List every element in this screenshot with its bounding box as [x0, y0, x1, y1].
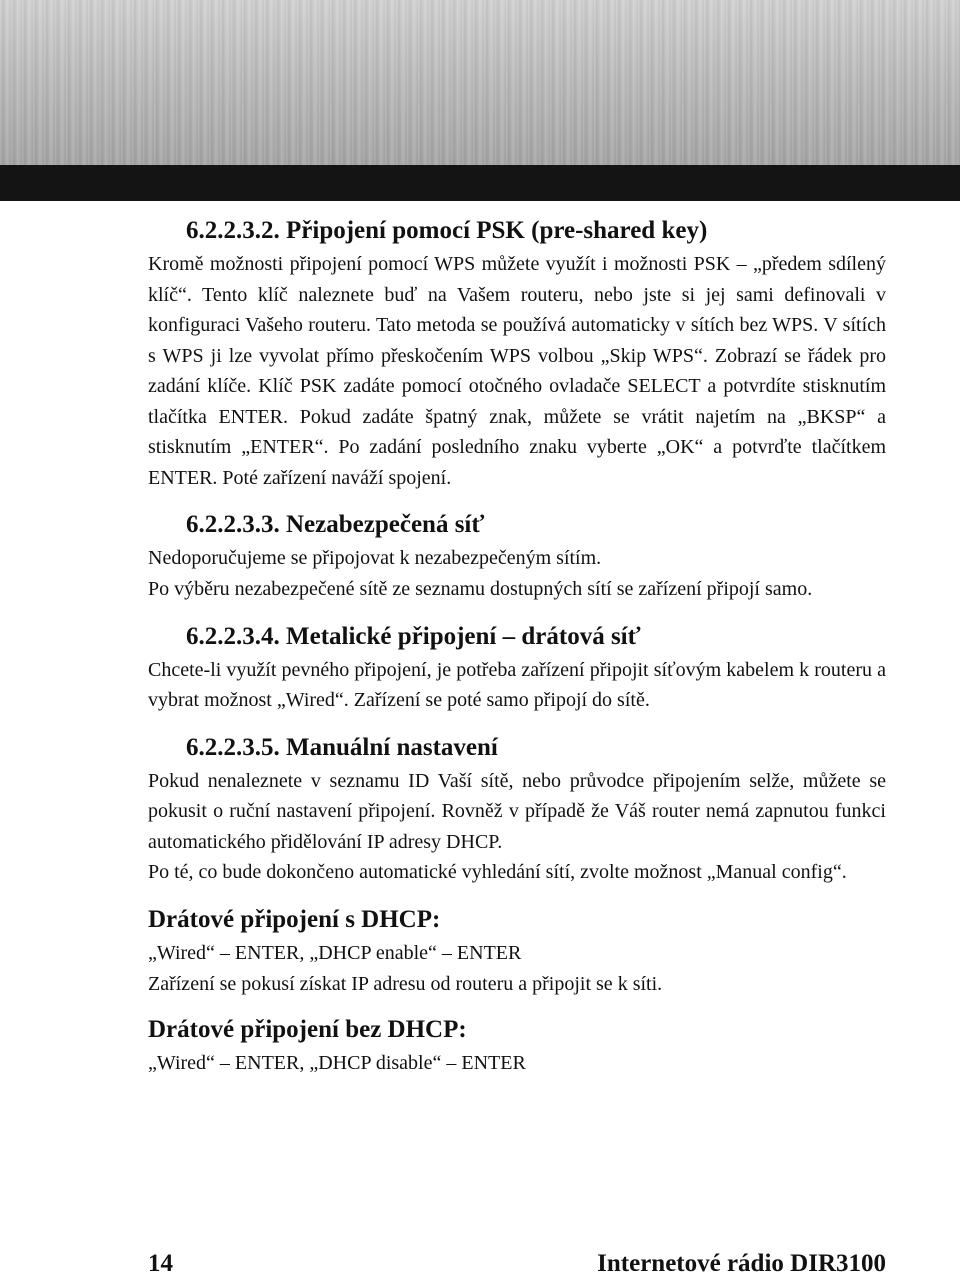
header-band: [0, 0, 960, 165]
heading-dhcp: Drátové připojení s DHCP:: [148, 905, 441, 933]
paragraph-manual-2: Po té, co bude dokončeno automatické vyhledání sítí, zvolte možnost „Manual config“.: [148, 861, 847, 883]
paragraph-unsecured-note: Nedoporučujeme se připojovat k nezabezpečeným sítím.: [148, 547, 602, 569]
page-content: [148, 213, 886, 1079]
page-footer: [148, 1248, 886, 1280]
heading-psk: 6.2.2.3.2. Připojení pomocí PSK (pre-shared key): [186, 217, 708, 244]
paragraph-wired: Chcete-li využít pevného připojení, je potřeba zařízení připojit síťovým kabelem k routeru a vybrat možnost „Wired“. Zařízení se poté samo připojí do sítě.: [148, 658, 886, 711]
no-dhcp-steps: „Wired“ – ENTER, „DHCP disable“ – ENTER: [148, 1051, 526, 1074]
dhcp-result: Zařízení se pokusí získat IP adresu od routeru a připojit se k síti.: [148, 972, 663, 995]
page-number: 14: [148, 1250, 173, 1277]
paragraph-psk: Kromě možnosti připojení pomocí WPS můžete využít i možnosti PSK – „předem sdílený klíč“. Tento klíč naleznete buď na Vašem routeru, nebo jste si jej sami definovali v konfiguraci Vašeho routeru. Tato metoda se používá automaticky v sítích bez WPS. V sítích s WPS ji lze vyvolat přímo přeskočením WPS volbou „Skip WPS“. Zobrazí se řádek pro zadání klíče. Klíč PSK zadáte pomocí otočného ovladače SELECT a potvrdíte stisknutím tlačítka ENTER. Pokud zadáte špatný znak, můžete se vrátit najetím na „BKSP“ a stisknutím „ENTER“. Po zadání posledního znaku vyberte „OK“ a potvrďte tlačítkem ENTER. Poté zařízení naváží spojení.: [148, 253, 886, 489]
heading-wired: 6.2.2.3.4. Metalické připojení – drátová síť: [186, 622, 641, 650]
heading-manual: 6.2.2.3.5. Manuální nastavení: [186, 733, 498, 761]
heading-unsecured: 6.2.2.3.3. Nezabezpečená síť: [186, 511, 485, 538]
header-bar: [0, 165, 960, 201]
footer-title: Internetové rádio DIR3100: [597, 1250, 886, 1277]
paragraph-manual-1: Pokud nenaleznete v seznamu ID Vaší sítě, nebo průvodce připojením selže, můžete se pokusit o ruční nastavení připojení. Rovněž v případě že Váš router nemá zapnutou funkci automatického přidělování IP adresy DHCP.: [148, 769, 886, 853]
heading-no-dhcp: Drátové připojení bez DHCP:: [148, 1015, 467, 1043]
dhcp-steps: „Wired“ – ENTER, „DHCP enable“ – ENTER: [148, 941, 522, 964]
paragraph-unsecured: Po výběru nezabezpečené sítě ze seznamu dostupných sítí se zařízení připojí samo.: [148, 578, 813, 600]
